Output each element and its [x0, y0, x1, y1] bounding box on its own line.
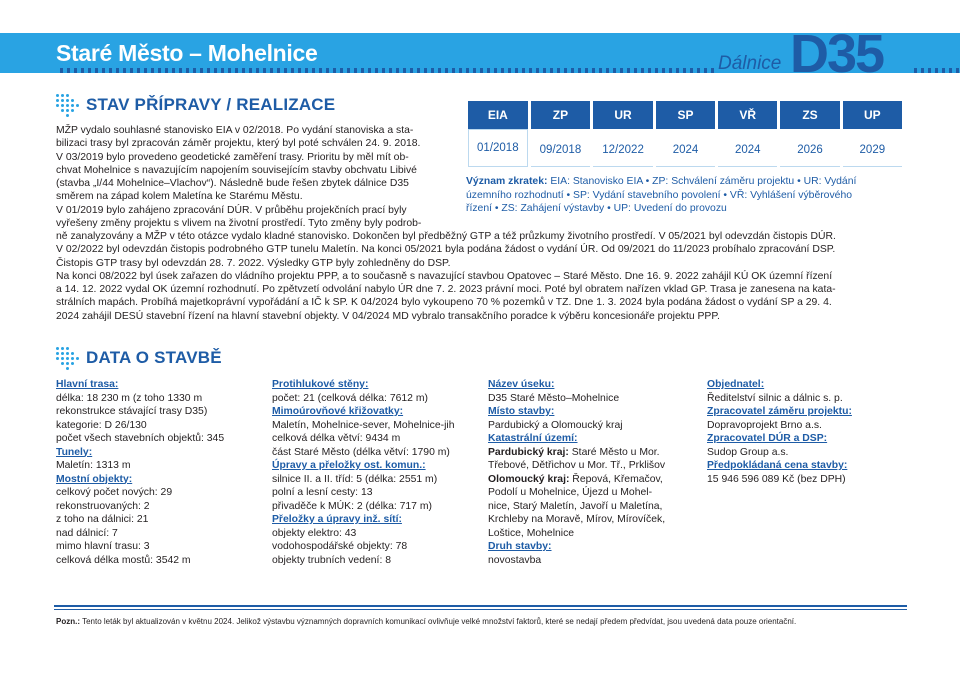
data-label: Protihlukové stěny:	[272, 379, 369, 390]
banner-dash	[207, 68, 210, 73]
data-value: celková délka mostů: 3542 m	[56, 554, 191, 566]
data-value: přivaděče k MÚK: 2 (délka: 717 m)	[272, 500, 432, 512]
banner-dash	[298, 68, 301, 73]
dot	[71, 109, 74, 112]
banner-dash	[669, 68, 672, 73]
dot	[61, 357, 64, 360]
banner-dash	[697, 68, 700, 73]
data-value: polní a lesní cesty: 13	[272, 487, 373, 498]
data-label: Přeložky a úpravy inž. sítí:	[272, 514, 402, 525]
data-value: Maletín: 1313 m	[56, 460, 131, 471]
banner-dash	[452, 68, 455, 73]
dot	[66, 114, 69, 117]
dot	[61, 99, 64, 102]
data-heading: DATA O STAVBĚ	[86, 348, 222, 367]
legend-label: Význam zkratek:	[466, 176, 548, 187]
data-value: objekty trubních vedení: 8	[272, 554, 391, 566]
banner-dash	[935, 68, 938, 73]
text-line: V 01/2019 bylo zahájeno zpracování DÚR. V průběhu projekčních prací byly	[56, 204, 407, 216]
banner-dash	[312, 68, 315, 73]
dot	[56, 357, 59, 360]
region-value: Řepová, Křemačov,	[569, 473, 663, 485]
data-value: z toho na dálnici: 21	[56, 514, 149, 525]
banner-dash	[102, 68, 105, 73]
banner-dash	[522, 68, 525, 73]
banner-dash	[403, 68, 406, 73]
data-value: délka: 18 230 m (z toho 1330 m	[56, 392, 203, 404]
data-value: D35 Staré Město–Mohelnice	[488, 392, 620, 404]
data-label: Mimoúrovňové křižovatky:	[272, 406, 404, 417]
text-line: vyřešeny změny projektu s vlivem na životní prostředí. Tyto změny byly podrob-	[56, 218, 422, 230]
banner-dash	[242, 68, 245, 73]
banner-dash	[956, 68, 959, 73]
banner-dash	[627, 68, 630, 73]
dot	[71, 357, 74, 360]
banner-dash	[949, 68, 952, 73]
banner-dash	[263, 68, 266, 73]
banner-dash	[921, 68, 924, 73]
banner-dash	[340, 68, 343, 73]
dot	[66, 352, 69, 355]
dot	[66, 99, 69, 102]
dot	[66, 367, 69, 370]
data-value: celková délka větví: 9434 m	[272, 433, 401, 444]
data-value: silnice II. a II. tříd: 5 (délka: 2551 m)	[272, 473, 438, 485]
status-section-header	[54, 92, 335, 118]
data-label: Mostní objekty:	[56, 473, 133, 485]
legend-line: řízení • ZS: Zahájení výstavby • UP: Uvedení do provozu	[466, 203, 727, 214]
banner-dash	[466, 68, 469, 73]
data-value: rekonstruovaných: 2	[56, 500, 150, 512]
stage-header: VŘ	[718, 101, 777, 129]
dots-icon	[54, 92, 80, 118]
data-column-parties	[707, 378, 917, 486]
text-line: MŽP vydalo souhlasné stanovisko EIA v 02/2018. Po vydání stanoviska a sta-	[56, 125, 414, 136]
banner-dash	[179, 68, 182, 73]
banner-dash	[109, 68, 112, 73]
road-type-label: Dálnice	[718, 53, 782, 74]
banner-dash	[165, 68, 168, 73]
banner-dash	[550, 68, 553, 73]
banner-dash	[704, 68, 707, 73]
legend-line: územního rozhodnutí • SP: Vydání stavebního povolení • VŘ: Vyhlášení výběrového	[466, 189, 852, 201]
banner-dash	[690, 68, 693, 73]
road-code: D35	[790, 24, 884, 84]
banner-dash	[235, 68, 238, 73]
footnote-label: Pozn.:	[56, 617, 80, 626]
data-value	[488, 473, 698, 487]
banner-dash	[81, 68, 84, 73]
banner-dash	[60, 68, 63, 73]
dot	[56, 104, 59, 107]
footer-rule	[54, 605, 907, 607]
banner-dash	[557, 68, 560, 73]
data-value: rekonstrukce stávající trasy D35)	[56, 406, 208, 417]
banner-dash	[942, 68, 945, 73]
data-value: počet všech stavebních objektů: 345	[56, 433, 225, 444]
stage-value: 2026	[780, 129, 839, 167]
banner-dash	[648, 68, 651, 73]
data-value: objekty elektro: 43	[272, 527, 357, 539]
footnote-text: Tento leták byl aktualizován v květnu 2024. Jelikož výstavbu významných dopravních komunikací ovlivňuje velké množství faktorů, které se nedají předem předvídat, jsou uvedená data pouze orientační.	[80, 617, 797, 626]
banner-dash	[389, 68, 392, 73]
banner-dash	[676, 68, 679, 73]
banner-dash	[396, 68, 399, 73]
banner-dash	[249, 68, 252, 73]
dot	[56, 99, 59, 102]
banner-dash	[74, 68, 77, 73]
banner-dash	[221, 68, 224, 73]
banner-dash	[158, 68, 161, 73]
legend-line: EIA: Stanovisko EIA • ZP: Schválení záměru projektu • UR: Vydání	[547, 176, 857, 187]
banner-dash	[592, 68, 595, 73]
banner-dash	[270, 68, 273, 73]
banner-dash	[382, 68, 385, 73]
data-value: mimo hlavní trasu: 3	[56, 541, 150, 552]
banner-dash	[641, 68, 644, 73]
data-column-location	[488, 378, 698, 567]
dot	[66, 357, 69, 360]
data-label: Místo stavby:	[488, 406, 555, 417]
text-line: 2024 zahájil DESÚ stavební řízení na hlavní stavební objekty. V 04/2024 MD vybralo transakčního poradce k výběru koncesionáře projektu PPP.	[56, 310, 720, 322]
banner-dash	[95, 68, 98, 73]
banner-dash	[130, 68, 133, 73]
stage-value: 2029	[843, 129, 902, 167]
banner-dash	[543, 68, 546, 73]
data-value: kategorie: D 26/130	[56, 419, 147, 431]
data-label: Druh stavby:	[488, 541, 552, 552]
text-line: (stavba „I/44 Mohelnice–Vlachov“). Následně bude řešen zbytek dálnice D35	[56, 178, 409, 190]
banner-dash	[361, 68, 364, 73]
text-line: a 14. 12. 2022 vydal OK územní rozhodnutí. Po zpětvzetí odvolání nabylo ÚR dne 7. 2. 2023 právní moci. Poté byl obratem nařízen vklad GP. Trasa je zanesena na kata-	[56, 284, 836, 296]
dot	[76, 357, 79, 360]
banner-dash	[193, 68, 196, 73]
data-value: Pardubický a Olomoucký kraj	[488, 419, 623, 431]
banner-dash	[228, 68, 231, 73]
data-value: Ředitelství silnic a dálnic s. p.	[707, 392, 843, 404]
data-value: Dopravoprojekt Brno a.s.	[707, 419, 822, 431]
text-line: chvat Mohelnice s navazujícím napojením souvisejícím stavby obchvatu Libivé	[56, 164, 417, 176]
banner-dash	[620, 68, 623, 73]
banner-dash	[473, 68, 476, 73]
banner-dash	[172, 68, 175, 73]
banner-dash	[515, 68, 518, 73]
data-column-route	[56, 378, 261, 567]
banner-dash	[144, 68, 147, 73]
banner-dash	[431, 68, 434, 73]
banner-dash	[214, 68, 217, 73]
banner-dash	[333, 68, 336, 73]
banner-dash	[368, 68, 371, 73]
stage-header: EIA	[468, 101, 528, 129]
stage-value: 01/2018	[468, 129, 528, 167]
stage-header: UP	[843, 101, 902, 129]
banner-dash	[116, 68, 119, 73]
dot	[56, 352, 59, 355]
stage-value: 2024	[656, 129, 715, 167]
title-banner	[0, 24, 960, 84]
banner-dash	[655, 68, 658, 73]
dot	[61, 104, 64, 107]
banner-dash	[375, 68, 378, 73]
data-label: Úpravy a přeložky ost. komun.:	[272, 460, 426, 471]
banner-dash	[200, 68, 203, 73]
banner-dash	[585, 68, 588, 73]
dot	[71, 352, 74, 355]
banner-dash	[284, 68, 287, 73]
banner-dash	[599, 68, 602, 73]
banner-dash	[508, 68, 511, 73]
text-line: směrem na západ kolem Maletína ke Starému Městu.	[56, 191, 303, 203]
banner-dash	[501, 68, 504, 73]
data-value: počet: 21 (celková délka: 7612 m)	[272, 392, 428, 404]
dot	[61, 362, 64, 365]
banner-dash	[410, 68, 413, 73]
banner-dash	[445, 68, 448, 73]
data-label: Hlavní trasa:	[56, 379, 119, 390]
banner-dash	[487, 68, 490, 73]
data-label: Zpracovatel záměru projektu:	[707, 406, 852, 417]
banner-dash	[494, 68, 497, 73]
banner-dash	[529, 68, 532, 73]
banner-dash	[256, 68, 259, 73]
banner-dash	[137, 68, 140, 73]
banner-dash	[186, 68, 189, 73]
stage-header: SP	[656, 101, 715, 129]
footer-rule	[54, 609, 907, 610]
dot	[61, 94, 64, 97]
banner-dash	[354, 68, 357, 73]
status-heading: STAV PŘÍPRAVY / REALIZACE	[86, 95, 336, 114]
data-value: celkový počet nových: 29	[56, 487, 173, 498]
data-value: nad dálnicí: 7	[56, 527, 118, 539]
data-label: Katastrální území:	[488, 433, 578, 444]
text-line: V 03/2019 bylo provedeno geodetické zaměření trasy. Prioritu by měl mít ob-	[56, 151, 409, 163]
stage-value: 09/2018	[531, 129, 591, 167]
banner-dash	[417, 68, 420, 73]
dot	[56, 94, 59, 97]
dot	[66, 109, 69, 112]
data-value: Podolí u Mohelnice, Újezd u Mohel-	[488, 487, 653, 498]
data-label: Předpokládaná cena stavby:	[707, 460, 848, 471]
text-line: ně zanalyzovány a MŽP v této otázce vydalo kladné stanovisko. Dokončen byl předběžný GTP a též průzkumy životního prostředí. V 05/2021 byl odevzdán čistopis DÚR.	[56, 231, 836, 242]
text-line: V 02/2022 byl odevzdán čistopis podrobného GTP tunelu Maletín. Na konci 05/2021 byla podána žádost o vydání ÚR. Od 09/2021 do 11/2023 probíhalo zpracování DSP.	[56, 244, 836, 256]
footnote	[56, 617, 796, 626]
dot	[71, 104, 74, 107]
dot	[71, 362, 74, 365]
text-line: bilizaci trasy byl zpracován záměr projektu, který byl poté schválen 24. 9. 2018.	[56, 138, 421, 150]
data-value: novostavba	[488, 554, 542, 566]
data-label: Zpracovatel DÚR a DSP:	[707, 433, 828, 444]
status-text-narrow	[56, 124, 456, 230]
data-label: Objednatel:	[707, 379, 765, 390]
banner-dash	[711, 68, 714, 73]
stages-table	[465, 101, 905, 167]
banner-dash	[347, 68, 350, 73]
data-value: Maletín, Mohelnice-sever, Mohelnice-jih	[272, 419, 455, 431]
data-section-header	[54, 345, 222, 371]
data-label: Tunely:	[56, 446, 93, 458]
banner-dash	[914, 68, 917, 73]
banner-dash	[662, 68, 665, 73]
data-value: Třebové, Dětřichov u Mor. Tř., Prklišov	[488, 460, 666, 471]
banner-dash	[151, 68, 154, 73]
dot	[76, 104, 79, 107]
banner-dash	[928, 68, 931, 73]
dots-icon	[54, 345, 80, 371]
banner-dash	[123, 68, 126, 73]
data-value: Krchleby na Moravě, Mírov, Mírovíček,	[488, 514, 666, 525]
banner-dash	[277, 68, 280, 73]
banner-dash	[578, 68, 581, 73]
region-value: Staré Město u Mor.	[568, 446, 660, 458]
data-value: vodohospodářské objekty: 78	[272, 541, 408, 552]
status-text-wide	[56, 230, 916, 323]
dot	[61, 347, 64, 350]
abbreviation-legend	[466, 175, 911, 216]
banner-dash	[291, 68, 294, 73]
banner-dash	[571, 68, 574, 73]
region-label: Olomoucký kraj:	[488, 473, 570, 485]
dot	[56, 347, 59, 350]
data-value: Loštice, Mohelnice	[488, 527, 575, 539]
data-column-structures	[272, 378, 482, 567]
banner-dash	[683, 68, 686, 73]
dot	[61, 352, 64, 355]
banner-dash	[564, 68, 567, 73]
dot	[66, 104, 69, 107]
stage-value: 12/2022	[593, 129, 653, 167]
banner-dash	[424, 68, 427, 73]
dot	[66, 94, 69, 97]
text-line: Na konci 08/2022 byl úsek zařazen do vládního projektu PPP, a to současně s navazující stavbou Opatovec – Staré Město. Dne 16. 9. 2022 zahájil KÚ OK územní řízení	[56, 270, 833, 282]
data-value	[488, 446, 698, 460]
stage-header: UR	[593, 101, 653, 129]
text-line: strálních mapách. Probíhá majetkoprávní vypořádání a IČ k SP. K 04/2024 bylo vykoupeno 70 % pozemků v TZ. Dne 1. 3. 2024 byla podána žádost o vydání SP a 29. 4.	[56, 297, 832, 309]
data-value: 15 946 596 089 Kč (bez DPH)	[707, 473, 846, 485]
dot	[66, 362, 69, 365]
data-value: Sudop Group a.s.	[707, 446, 789, 458]
dot	[71, 99, 74, 102]
region-label: Pardubický kraj:	[488, 446, 569, 458]
dot	[61, 109, 64, 112]
banner-dash	[459, 68, 462, 73]
banner-dash	[438, 68, 441, 73]
data-value: nice, Starý Maletín, Javoří u Maletína,	[488, 500, 663, 512]
dot	[66, 347, 69, 350]
stage-header: ZP	[531, 101, 591, 129]
data-label: Název úseku:	[488, 379, 555, 390]
banner-dash	[67, 68, 70, 73]
banner-dash	[88, 68, 91, 73]
banner-dash	[613, 68, 616, 73]
banner-dash	[326, 68, 329, 73]
banner-dash	[536, 68, 539, 73]
banner-dash	[480, 68, 483, 73]
banner-dash	[305, 68, 308, 73]
data-value: část Staré Město (délka větví: 1790 m)	[272, 446, 450, 458]
stage-header: ZS	[780, 101, 839, 129]
banner-dash	[319, 68, 322, 73]
banner-dash	[606, 68, 609, 73]
page-title: Staré Město – Mohelnice	[56, 40, 318, 66]
text-line: Čistopis GTP trasy byl odevzdán 28. 7. 2022. Výsledky GTP byly zohledněny do DSP.	[56, 257, 451, 269]
banner-dash	[634, 68, 637, 73]
stage-value: 2024	[718, 129, 777, 167]
